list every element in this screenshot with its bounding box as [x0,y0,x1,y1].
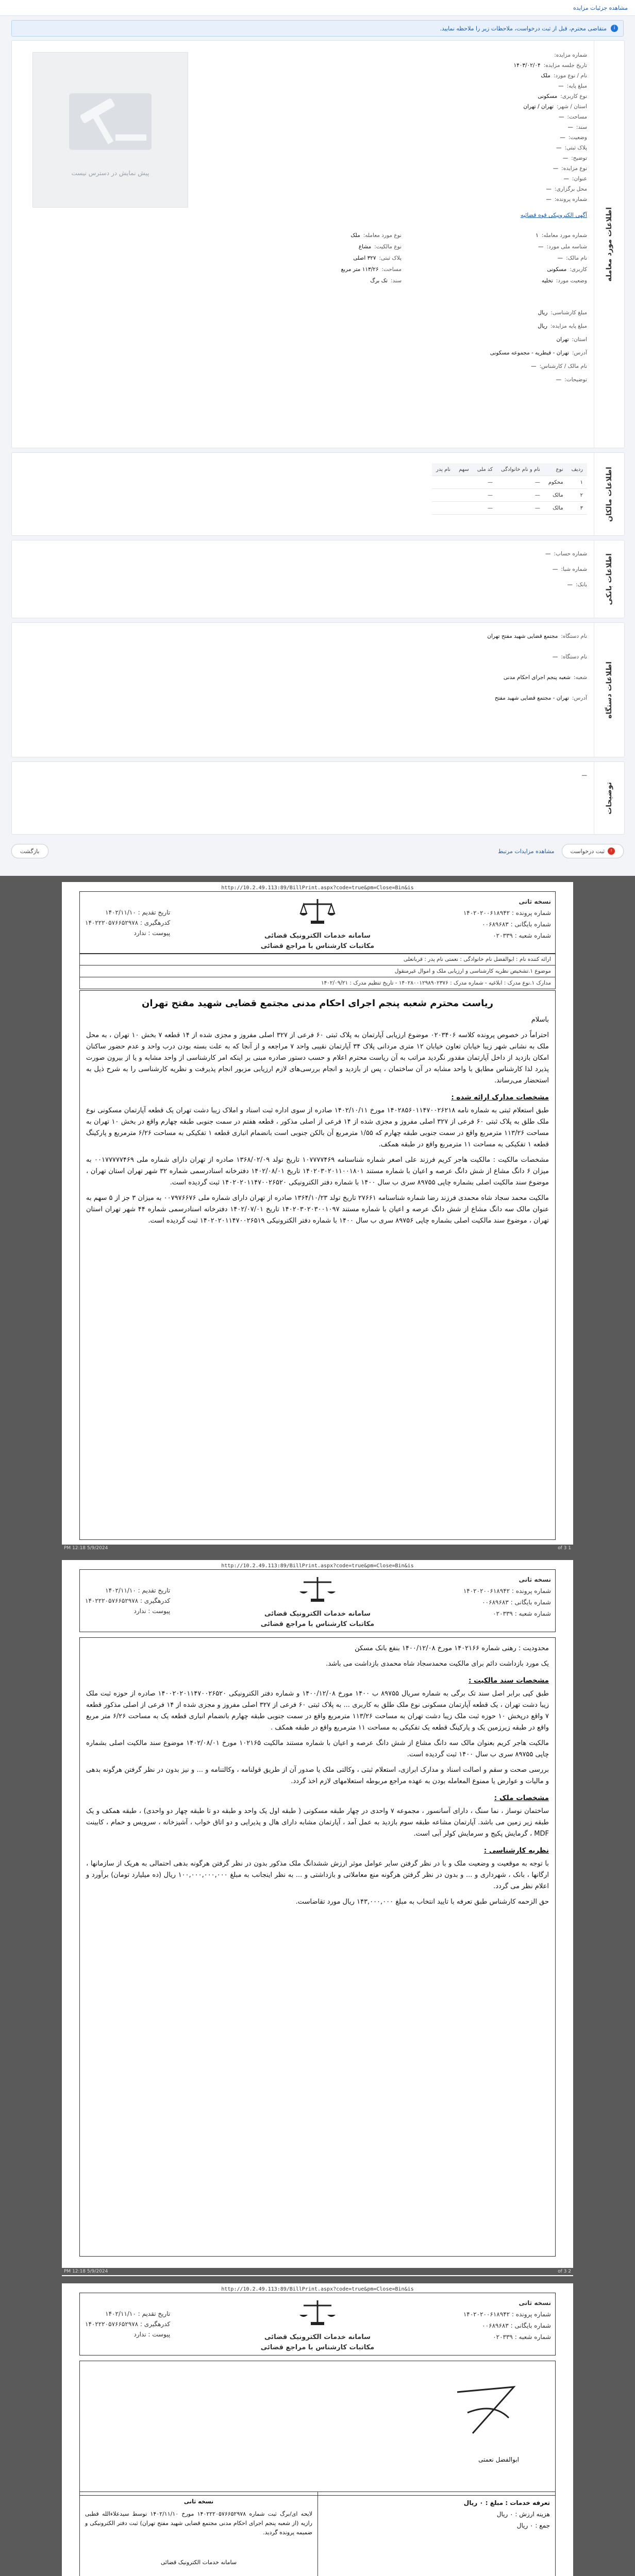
owners-cell [455,476,473,489]
auction-extra-value: ریال [538,323,547,329]
auction-extra-row [556,377,587,383]
owners-cell: مالک [544,489,567,502]
submit-label: ثبت درخواست [570,848,605,855]
gavel-placeholder-icon [59,83,162,160]
paragraph: طبق استعلام ثبتی به شماره نامه ۱۴۰۲۸۵۶۰۱۱۴۷۰۰۲۶۲۱۸ مورخ ۱۴۰۲/۱۰/۱۱ صادره از سوی اداره ثبت اسناد و املاک زیبا دشت تهران یک قطعه آپارتمان مسکونی نوع ملک طلق به پلاک ثبتی ۶۰ فرعی از ۳۲۷ اصلی مفروز و مجزی شده از ۱۴ فرعی از اصلی مذکور ، قطعه هفتم در سمت جنوبی طبقه چهارم واقع در بخش ۱۰ تهران به مساحت ۱۱۳/۲۶ مترمربع واقع در سمت جنوبی طبقه چهارم که ۱/۵۵ مترمربع آن بالکن جنوبی است بانضمام انباری قطعه ۱ تفکیکی به مساحت ۶/۲۶ مترمربع و پارکینگ قطعه ۱ تفکیکی به مساحت ۱۱ مترمربع واقع در طبقه همکف. [86,1107,549,1148]
device-field-key: نام دستگاه: [561,654,587,660]
bank-fields [19,540,587,618]
table-row [432,489,587,502]
auction-detail-row [350,232,402,239]
paragraph: مالکیت هاجر کریم بعنوان مالک سه دانگ مشاع از شش دانگ عرصه و اعیان با شماره مستند مالکیت ۱۰۲۱۶۵ مورخ ۱۴۰۲/۰۸/۰۱ موضوع سند مالکیت اصلی بشماره چاپی ۸۹۷۵۵ سری ب سال ۱۴۰۰ ثبت گردیده است. [86,1739,549,1758]
related-auctions-link[interactable]: مشاهده مزایدات مرتبط [498,848,555,855]
subject-row: موضوع ۱.تشخیص نظریه کارشناسی و ارزیابی ملک و اموال غیرمنقول [80,965,555,977]
auction-field-row [563,155,587,161]
attachment-label: پیوست : ندارد [133,929,171,937]
auction-extra-row [538,323,587,329]
auction-detail-value: ملک [350,232,360,239]
branch-number: ۰۲۰۳۳۹ [493,932,513,939]
owners-cell: ۲ [567,489,587,502]
paragraph: محدودیت : رهنی شماره ۱۴۰۲۱۶۶ مورخ ۱۴۰۰/۱۲/۰۸ بنفع بانک مسکن [355,1645,549,1652]
auction-field-row [551,52,587,58]
auction-field-value: تهران / تهران [523,104,554,110]
device-card [11,622,625,757]
submit-date: ۱۴۰۲/۱۱/۱۰ [105,909,136,916]
device-field-row [495,695,587,701]
owners-cell: — [473,476,497,489]
auction-detail-key: نوع مالکیت: [374,244,402,250]
notification-badge-icon: ! [608,848,615,855]
auction-field-row [567,124,587,130]
info-icon: i [611,25,618,32]
auction-field-row [546,186,587,192]
auction-field-key: شماره مزایده: [554,52,587,58]
description-card [11,761,625,835]
section-heading: مشخصات مدارک ارائه شده : [451,1093,549,1101]
document-url: http://10.2.49.113:89/BillPrint.aspx?code=true&pm=Close=Bin&is [221,885,414,891]
header-left: تاریخ تقدیم : ۱۴۰۲/۱۱/۱۰ کدرهگیری : ۱۴۰۲۲۲۰۵۷۶۶۵۲۹۷۸ پیوست : ندارد [85,907,170,938]
paragraph: احتراماً در خصوص پرونده کلاسه ۰۲۰۳۴۰۶ موضوع ارزیابی آپارتمان به پلاک ثبتی ۶۰ فرعی از ۳۲۷ اصلی مفروز و مجزی شده از ۱۴ قطعه ۷ بخش ۱۰ تهران ، به محل ملک به نشانی شهر زیبا خیابان تعاون خیابان ۱۲ متری مردانی پلاک ۳۴ آپارتمان نقیبی واحد ۷ مراجعه و از آنجا که به علت بسته بودن درب واحد و عدم حضور ساکنان امکان بازدید از داخل آپارتمان مقدور نگردید مراتب به آن ریاست محترم اعلام و حسب دستور صادره مبنی بر اینکه امر کارشناسی از واحد مشابه و یا از بیرون صورت پذیرد لذا کارشناس مطابق با واحد مشابه در آن ساختمان ، پس از بازدید و انجام بررسی‌های لازم ارزیابی مزبور انجام پذیرفت و نظریه کارشناسی را به شرح ذیل به استحضار می‌رساند. [86,1031,549,1084]
description-content [19,762,587,834]
auction-field-key: شماره پرونده: [554,196,587,202]
bank-field-row [545,551,587,557]
auction-field-key: وضعیت: [568,134,587,141]
device-field-row [504,674,587,681]
info-alert [11,20,624,37]
auction-extra-row [490,350,587,356]
auction-detail-key: شماره مورد معامله: [541,232,587,239]
paragraph: مالکیت محمد سجاد شاه محمدی فرزند رضا شماره شناسنامه ۲۷۶۶۱ تاریخ تولد ۱۳۶۴/۱۰/۲۳ صادره از تهران دارای شماره ملی ۰۰۷۹۷۶۶۷۶ به میزان ۳ جز از ۵ سهم به عنوان مالک سه دانگ مشاع از شش دانگ عرصه و اعیان با شماره مستند ۱۴۰۲۰۳۰۲۰۳۰۰۱۰۹۷ تاریخ ۱۴۰۲/۰۷/۰۱ دفترخانه اسنادرسمی شماره ۴۴ شهر تهران استان تهران ، موضوع سند مالکیت اصلی بشماره چاپی ۸۹۷۵۶ سری ب سال ۱۴۰۰ با شماره دفتر الکترونیکی ۱۴۰۲۰۲۰۱۱۴۷۰۰۲۶۵۱۹ ثبت گردیده است. [86,1194,549,1225]
auction-detail-value: تک برگ [370,278,388,284]
auction-detail-key: شناسه ملی مورد: [546,244,587,250]
document-page-2 [62,1560,573,2276]
auction-field-key: نام / نوع مورد: [553,73,587,79]
table-row [432,476,587,489]
auction-field-key: پلاک ثبتی: [564,145,587,151]
owners-cell: — [497,476,544,489]
back-label: بازگشت [20,848,40,855]
greeting: باسلام [531,1016,549,1024]
owners-column-header: نوع [544,463,567,476]
breadcrumb[interactable] [0,0,635,16]
owners-cell [432,476,455,489]
section-heading: مشخصات ملک : [494,1794,549,1802]
auction-field-key: تاریخ جلسه مزایده: [543,62,587,69]
owners-card [11,452,625,536]
owners-cell: ۳ [567,502,587,515]
device-field-value: مجتمع قضایی شهید مفتح تهران [487,633,558,639]
auction-field-key: مبلغ پایه: [566,83,587,89]
auction-field-row [563,176,587,182]
auction-detail-value: مشاع [358,244,372,250]
auction-field-row [523,104,587,110]
auction-detail-row [547,266,587,273]
fee-box: تعرفه خدمات : مبلغ : ۰ ریال هزینه ارزش : ۰ ریال جمع : ۰ ریال [318,2492,555,2576]
auction-extra-key: آدرس: [572,350,587,356]
document-header [79,891,556,954]
back-button[interactable] [11,844,48,858]
auction-field-value: — [558,83,564,89]
paragraph: مشخصات مالکیت : مالکیت هاجر کریم فرزند علی اصغر شماره شناسنامه ۱۰۷۷۷۷۴۶۹ تاریخ تولد ۱۳۶۸/۰۲/۰۹ صادره از تهران دارای شماره ملی ۰۰۱۷۷۷۷۷۴۶۹ به میزان ۶ دانگ مشاع از شش دانگ عرصه و اعیان با شماره مستند ۱۴۰۲۰۳۰۲۰۱۱۰۰۱۸۰۱ تاریخ ۱۴۰۲/۰۸/۰۱ دفترخانه اسنادرسمی شماره ۳۲ شهر تهران استان تهران ، موضوع سند مالکیت اصلی بشماره چاپی ۸۹۷۵۵ سری ب سال ۱۴۰۰ با شماره دفتر الکترونیکی ۱۴۰۲۰۲۰۱۱۴۷۰۰۲۶۵۲۰ ثبت گردیده است. [86,1156,549,1187]
paragraph: بررسی صحت و سقم و اصالت اسناد و مدارک ابرازی، استعلام ثبتی ، وکالتی ملک یا صدور آن از طریق قولنامه ، وکالتنامه و ... و نیز بدون در نظر گرفتن هرگونه بدهی و مالیات و عوارض یا ممنوع المعامله بودن به عهده مراجع مربوطه استعلامهای لازم اخذ گردد. [86,1766,549,1785]
auction-extra-value: تهران - قیطریه - مجموعه مسکونی [490,350,569,356]
auction-field-value: — [558,114,564,120]
device-field-key: نام دستگاه: [561,633,587,639]
auction-detail-row [341,266,402,273]
documents-row: مدارک ۱.نوع مدرک : ابلاغیه - شماره مدرک : ۱۴۰۲۸۰۰۱۲۹۸۹۰۲۳۷۶ - تاریخ تنظیم مدرک : ۱۴۰۲/۰۹/۲۱ [80,977,555,989]
bank-section-label: اطلاعات بانکی [594,540,624,618]
auction-field-value: — [553,165,559,172]
auction-field-key: نوع کاربری: [560,93,587,99]
auction-field-value: — [560,134,565,141]
auction-field-value: مسکونی [538,93,558,99]
auction-field-value: — [563,176,569,182]
device-field-value: شعبه پنجم اجرای احکام مدنی [503,674,571,681]
description-text: — [581,772,587,778]
owners-section-label: اطلاعات مالکان [594,453,624,535]
auction-field-row [560,134,587,141]
auction-extra-key: نام مالک / کارشناس: [539,363,587,369]
owners-cell: محکوم [544,476,567,489]
paragraph: طبق کپی برابر اصل سند تک برگی به شماره سریال ۸۹۷۵۵ ب ۱۴۰۰ مورخ ۱۴۰۰/۱۲/۰۸ و شماره دفتر الکترونیکی ۱۴۰۰۲۰۲۰۱۱۴۷۰۰۲۶۵۲۰ صادره از حوزه ثبت ملک زیبا دشت تهران ، یک قطعه آپارتمان مسکونی نوع ملک طلق به کاربری ... به پلاک ثبتی ۶۰ فرعی از ۳۲۷ اصلی مفروز و مجزی شده از ۱۴ فرعی از اصلی مذکور قطعه ۷ واقع درپخش ۱۰ حوزه ثبت ملک زیبا دشت تهران به مساحت ۱۱۳/۲۶ مترمربع واقع در سمت جنوبی طبقه چهارم بانضمام انباری قطعه یک به مساحت ۶/۲۶ متر مربع واقع در طبقه زیرزمین یک و پارکینگ قطعه یک تفکیکی به مساحت ۱۱ مترمربع واقع در طبقه همکف . [86,1690,549,1732]
auction-detail-row [542,278,587,284]
justice-scale-icon [299,2298,336,2327]
submit-request-button[interactable] [562,844,624,858]
section-heading: نظریه کارشناسی : [483,1846,549,1855]
auction-detail-row [536,232,587,239]
document-page-3 [62,2283,573,2576]
document-header: نسخه ثانی شماره پرونده : ۱۴۰۲۰۲۰۰۶۱۸۹۴۲ شماره بایگانی : ۰۰۶۸۹۶۸۳ شماره شعبه : ۰۲۰۳۳۹ سامانه خدمات الکترونیک قضائی مکاتبات کارشناس با مراجع قضائی تاریخ تقدیم : ۱۴۰۲/۱۱/۱۰ کدرهگیری : ۱۴۰۲۲۲۰۵۷۶۶۵۲۹۷۸ پیوست : ندارد [79,2293,556,2355]
owners-cell: — [497,489,544,502]
paragraph: یک مورد بازداشت دائم برای مالکیت محمدسجاد شاه محمدی بازداشت می باشد. [326,1660,549,1668]
auction-field-key: نوع مزایده: [561,165,587,172]
paragraph: ساختمان نوساز ، نما سنگ ، دارای آسانسور ، مجموعه ۷ واحدی در چهار طبقه مسکونی ( طبقه اول یک واحد و طبقه دو تا طبقه چهار دو واحدی) ، طبقه همکف و یک طبقه زیر زمین می باشد. آپارتمان مشاعه طبقه سوم بازدید به عمل آمد ، آپارتمان مشابه دارای هال و پذیرایی و دو اتاق خواب ، آشپزخانه ، سرویس و حمام ، کابینت MDF ، گرمایش پکیج و سرمایش کولر آبی است. [86,1807,549,1838]
auction-field-row [559,114,587,120]
owners-column-header: کد ملی [473,463,497,476]
archive-number: ۰۰۶۸۹۶۸۳ [482,921,509,928]
auction-detail-key: وضعیت مورد: [556,278,587,284]
viewer-screen [0,0,635,876]
document-page-1 [62,882,573,1552]
auction-extra-value: — [556,377,562,383]
owners-table-wrap [19,453,587,535]
document-url: http://10.2.49.113:89/BillPrint.aspx?code=true&pm=Close=Bin&is [221,1563,414,1569]
owners-cell [432,489,455,502]
version-label: نسخه ثانی [519,898,551,905]
auction-field-value: ۱۴۰۳/۰۲/۰۴ [513,62,541,69]
table-row [432,502,587,515]
owners-table [432,463,587,515]
no-preview-image [32,52,188,208]
auction-detail-key: کاربری: [570,266,587,273]
auction-field-value: — [567,124,573,130]
page-footer: 2 of 3 5/9/2024 12:18 PM [62,2268,573,2275]
auction-field-key: مساحت: [567,114,587,120]
auction-field-value: — [546,196,552,202]
device-field-key: آدرس: [572,695,587,701]
auction-detail-key: مساحت: [381,266,402,273]
auction-field-value: — [562,155,569,161]
attachments-link-row[interactable] [521,212,587,218]
auction-detail-value: ۱۱۳/۲۶ متر مربع [341,266,379,273]
tracking-code: ۱۴۰۲۲۲۰۵۷۶۶۵۲۹۷۸ [85,919,139,926]
no-preview-caption: پیش نمایش در دسترس نیست [71,170,149,177]
auction-detail-value: ۳۲۷ اصلی [353,255,376,261]
auction-field-row [538,93,587,99]
bank-field-row [553,566,587,572]
paragraph: حق الزحمه کارشناس طبق تعرفه با تایید انتخاب به مبلغ ۱۴۳,۰۰۰,۰۰۰ ریال مورد تقاضاست. [295,1898,549,1906]
auction-field-key: عنوان: [572,176,587,182]
auction-field-row [556,145,587,151]
section-heading: مشخصات سند مالکیت : [469,1676,549,1685]
justice-scale-icon [299,1575,336,1603]
auction-extra-row [556,336,587,343]
auction-detail-key: نوع مورد معامله: [363,232,402,239]
org-subtitle: مکاتبات کارشناس با مراجع قضائی [260,942,375,950]
owners-cell: — [497,502,544,515]
document-meta [79,953,556,989]
owners-cell: مالک [544,502,567,515]
copy-box: نسخه ثانی لایحه ای/برگ ثبت شماره ۱۴۰۲۲۲۰۵۷۶۶۵۲۹۷۸ مورخ ۱۴۰۲/۱۱/۱۰ توسط سیدعلاءالله قطبی رازیه (از شعبه پنجم اجرای احکام مدنی مجتمع قضایی شهید مفتح تهران) ثبت دفتر الکترونیکی و ضمیمه پرونده گردید. سامانه خدمات الکترونیک قضائی [85,2498,313,2566]
alert-text: متقاضی محترم، قبل از ثبت درخواست، ملاحظات زیر را ملاحظه نمایید. [440,25,607,32]
submitter-row: ارائه کننده نام : ابوالفضل نام خانوادگی : نعمتی نام پدر : قربانعلی [80,953,555,965]
auction-detail-key: سند: [390,278,402,284]
auction-field-row [553,165,587,172]
owners-cell: — [473,489,497,502]
auction-detail-value: — [538,244,544,250]
auction-field-key: سند: [576,124,587,130]
auction-extra-row [538,310,587,316]
bank-field-row [567,582,587,588]
auction-extra-key: استان: [572,336,587,343]
auction-detail-value: تخلیه [541,278,553,284]
auction-extra-value: ریال [538,310,548,316]
bank-field-key: شماره حساب: [554,551,587,557]
device-field-key: شعبه: [573,674,587,681]
document-body-2 [79,1637,556,2257]
attachments-link[interactable]: آگهی الکترونیکی قوه قضائیه [521,212,587,218]
org-name: سامانه خدمات الکترونیک قضائی [264,932,371,940]
fees-and-copy [79,2492,556,2576]
device-fields [19,623,587,757]
auction-detail-row [558,255,587,261]
auction-field-row [558,83,587,89]
auction-detail-value: مسکونی [547,266,567,273]
device-field-value: — [552,654,558,660]
auction-detail-row [370,278,402,284]
bank-field-value: — [552,566,558,572]
owners-cell: ۱ [567,476,587,489]
auction-fields [19,41,587,448]
page-footer: 1 of 3 5/9/2024 12:18 PM [62,1545,573,1552]
auction-field-value: — [556,145,562,151]
auction-field-row [541,73,587,79]
auction-field-row [546,196,587,202]
auction-detail-row [359,244,402,250]
owners-cell: — [473,502,497,515]
action-bar [11,841,624,861]
owners-cell [432,502,455,515]
bank-field-key: شماره شبا: [561,566,587,572]
auction-detail-key: پلاک ثبتی: [379,255,402,261]
document-header: نسخه ثانی شماره پرونده : ۱۴۰۲۰۲۰۰۶۱۸۹۴۲ شماره بایگانی : ۰۰۶۸۹۶۸۳ شماره شعبه : ۰۲۰۳۳۹ سامانه خدمات الکترونیک قضائی مکاتبات کارشناس با مراجع قضائی تاریخ تقدیم : ۱۴۰۲/۱۱/۱۰ کدرهگیری : ۱۴۰۲۲۲۰۵۷۶۶۵۲۹۷۸ پیوست : ندارد [79,1569,556,1632]
document-url: http://10.2.49.113:89/BillPrint.aspx?code=true&pm=Close=Bin&is [221,2286,414,2292]
auction-extra-key: توضیحات: [564,377,587,383]
owners-cell [455,502,473,515]
device-field-row [487,633,587,639]
device-section-label: اطلاعات دستگاه [594,623,624,757]
auction-detail-row [538,244,587,250]
document-body-1 [79,990,556,1540]
auction-info-card [11,40,625,448]
description-section-label: توضیحات [594,762,624,834]
signer-name: ابوالفضل نعمتی [478,2456,519,2463]
owners-column-header: نام و نام خانوادگی [497,463,544,476]
auction-field-row [513,62,587,69]
signature-image [437,2371,540,2449]
bank-field-value: — [545,551,551,557]
auction-detail-value: — [557,255,563,261]
bank-card [11,540,625,618]
auction-extra-value: — [531,363,537,369]
auction-extra-value: تهران [556,336,569,343]
owners-column-header: سهم [455,463,473,476]
file-number: ۱۴۰۲۰۲۰۰۶۱۸۹۴۲ [463,909,510,917]
owners-cell [455,489,473,502]
owners-column-header: ردیف [567,463,587,476]
auction-field-key: توضیح: [571,155,587,161]
auction-detail-row [353,255,402,261]
paragraph: با توجه به موقعیت و وضعیت ملک و با در نظر گرفتن سایر عوامل موثر ارزش ششدانگ ملک مذکور بدون در نظر گرفتن هرگونه بدهی احتمالی به هریک از سازمانها ، ارگانها ، بانک ، شهرداری و ... و بدون در نظر گرفتن هرگونه منع معاملاتی و بازداشتی و ... به نظر اینجانب به مبلغ ۱۰۰,۰۰۰,۰۰۰,۰۰۰ ریال (ده میلیارد تومان) برآورد و اعلام نظر می گردد. [86,1860,549,1890]
auction-section-label: اطلاعات مورد معامله [594,41,624,448]
header-right: نسخه ثانی شماره پرونده : ۱۴۰۲۰۲۰۰۶۱۸۹۴۲ شماره بایگانی : ۰۰۶۸۹۶۸۳ شماره شعبه : ۰۲۰۳۳۹ [463,896,551,941]
document-title: ریاست محترم شعبه پنجم اجرای احکام مدنی مجتمع قضایی شهید مفتح تهران [141,998,494,1009]
signature-box [79,2361,556,2496]
auction-extra-key: مبلغ پایه مزایده: [550,323,587,329]
auction-field-value: — [546,186,552,192]
auction-detail-key: نام مالک: [566,255,587,261]
auction-extra-row [531,363,587,369]
auction-extra-key: مبلغ کارشناسی: [550,310,587,316]
auction-field-key: استان / شهر: [557,104,587,110]
auction-detail-value: ۱ [536,232,539,239]
breadcrumb-text[interactable]: مشاهده جزئیات مزایده [573,4,628,11]
justice-scale-icon [299,897,336,925]
bank-field-value: — [567,582,573,588]
bank-field-key: بانک: [576,582,587,588]
device-field-value: تهران - مجتمع قضایی شهید مفتح [494,695,569,701]
auction-field-key: محل برگزاری: [555,186,587,192]
device-field-row [553,654,587,660]
owners-column-header: نام پدر [432,463,455,476]
auction-field-value: ملک [541,73,550,79]
